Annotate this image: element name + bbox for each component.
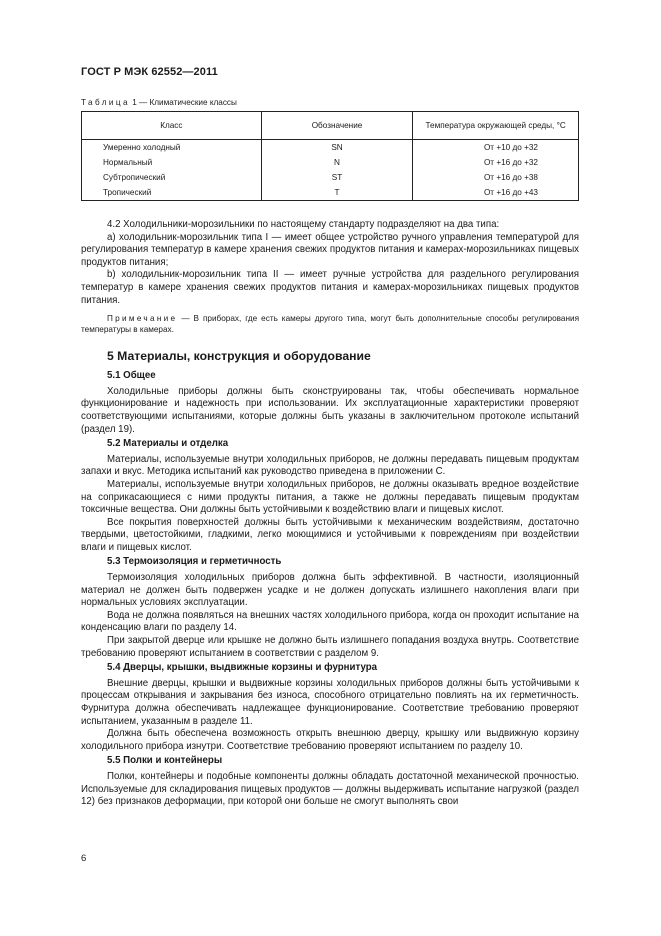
table-row bbox=[82, 155, 579, 170]
table-header-row bbox=[82, 112, 579, 140]
table-cell-temperature: От +10 до +32 bbox=[413, 140, 579, 156]
paragraph: Должна быть обеспечена возможность открыть внешнюю дверцу, крышку или выдвижную корзину холодильного прибора изнутри. Соответствие требованию проверяют испытанием по разделу 10. bbox=[81, 728, 579, 752]
table-row bbox=[82, 170, 579, 185]
clause-4-2-intro: 4.2 Холодильники-морозильники по настоящему стандарту подразделяют на два типа: bbox=[107, 219, 500, 230]
table-cell-designation: N bbox=[261, 155, 413, 170]
table-row bbox=[82, 140, 579, 156]
table-cell-designation: T bbox=[261, 185, 413, 201]
note-text: — В приборах, где есть камеры другого типа, могут быть дополнительные способы регулирования температуры в камерах. bbox=[81, 314, 579, 335]
clause-4-2-note bbox=[81, 313, 579, 335]
subsection-5-3-title: 5.3 Термоизоляция и герметичность bbox=[107, 556, 282, 568]
table-row bbox=[82, 185, 579, 201]
section-5-title: 5 Материалы, конструкция и оборудование bbox=[107, 349, 371, 364]
paragraph: Внешние дверцы, крышки и выдвижные корзины холодильных приборов должны быть устойчивыми к процессам открывания и закрывания без износа, способного отрицательно повлиять на их герметичность. Фурнитура должна обеспечивать надлежащее функционирование. Соответствие требованию проверяют испытанием, указанным в разделе 11. bbox=[81, 677, 579, 727]
table-cell-temperature: От +16 до +38 bbox=[413, 170, 579, 185]
subsection-5-4-title: 5.4 Дверцы, крышки, выдвижные корзины и фурнитура bbox=[107, 662, 378, 674]
table-caption-label: Таблица bbox=[81, 98, 130, 107]
table-caption-text: 1 — Климатические классы bbox=[132, 98, 237, 107]
paragraph: При закрытой дверце или крышке не должно быть излишнего попадания воздуха внутрь. Соответствие требованию проверяют испытанием в соответствии с разделом 9. bbox=[81, 635, 579, 659]
paragraph: Полки, контейнеры и подобные компоненты должны обладать достаточной механической прочностью. Используемые для складирования пищевых продуктов — должны выдерживать испытание нагрузкой (раздел 12) без признаков деформации, при которой они больше не смогут выполнять свои bbox=[81, 770, 579, 808]
clause-4-2-item-a: а) холодильник-морозильник типа I — имеет общее устройство ручного управления температурой для регулирования температур в камере хранения свежих продуктов питания и камерах-морозильниках пищевых продуктов питания; bbox=[81, 231, 579, 268]
document-header: ГОСТ Р МЭК 62552—2011 bbox=[81, 66, 218, 78]
paragraph: Вода не должна появляться на внешних частях холодильного прибора, когда он проходит испытание на конденсацию влаги по разделу 14. bbox=[81, 609, 579, 634]
subsection-5-1-title: 5.1 Общее bbox=[107, 370, 156, 382]
table-cell-class: Субтропический bbox=[82, 170, 262, 185]
column-header-class: Класс bbox=[82, 112, 262, 140]
document-body bbox=[81, 219, 579, 809]
table-cell-class: Нормальный bbox=[82, 155, 262, 170]
table-cell-temperature: От +16 до +43 bbox=[413, 185, 579, 201]
paragraph: Материалы, используемые внутри холодильных приборов, не должны оказывать вредное воздействие на соприкасающиеся с ними продукты питания, а также не должны передавать пищевым продуктам токсичные вещества. Они должны быть устойчивыми к воздействию влаги и пищевых кислот. bbox=[81, 478, 579, 516]
table-cell-designation: ST bbox=[261, 170, 413, 185]
clause-4-2-item-b: b) холодильник-морозильник типа II — имеет ручные устройства для раздельного регулирования температур в камере хранения свежих продуктов питания и камерах-морозильниках пищевых продуктов питания. bbox=[81, 269, 579, 306]
note-label: Примечание bbox=[107, 314, 178, 324]
paragraph: Холодильные приборы должны быть сконструированы так, чтобы обеспечивать нормальное функционирование и надежность при использовании. Их эксплуатационные характеристики проверяют соответствующими испытаниями, которые должны быть указаны в заключительном протоколе испытаний (раздел 19). bbox=[81, 385, 579, 435]
column-header-temperature: Температура окружающей среды, °С bbox=[413, 112, 579, 140]
table-cell-designation: SN bbox=[261, 140, 413, 156]
paragraph: Материалы, используемые внутри холодильных приборов, не должны передавать пищевым продуктам запахи и вкус. Методика испытаний как руководство приведена в приложении С. bbox=[81, 453, 579, 478]
subsection-5-5-title: 5.5 Полки и контейнеры bbox=[107, 755, 223, 767]
table-cell-temperature: От +16 до +32 bbox=[413, 155, 579, 170]
table-cell-class: Тропический bbox=[82, 185, 262, 201]
table-cell-class: Умеренно холодный bbox=[82, 140, 262, 156]
climate-classes-table bbox=[81, 111, 579, 201]
column-header-designation: Обозначение bbox=[261, 112, 413, 140]
table-caption bbox=[81, 98, 237, 107]
subsection-5-2-title: 5.2 Материалы и отделка bbox=[107, 438, 229, 450]
paragraph: Все покрытия поверхностей должны быть устойчивыми к механическим воздействиям, достаточно твердыми, цветостойкими, гладкими, легко моющимися и устойчивыми к повреждениям при воздействии влаги и пищевых кислот. bbox=[81, 516, 579, 553]
paragraph: Термоизоляция холодильных приборов должна быть эффективной. В частности, изоляционный материал не должен быть подвержен усадке и не должен допускать излишнего накопления влаги при нормальных условиях эксплуатации. bbox=[81, 572, 579, 609]
page-number: 6 bbox=[81, 853, 87, 864]
